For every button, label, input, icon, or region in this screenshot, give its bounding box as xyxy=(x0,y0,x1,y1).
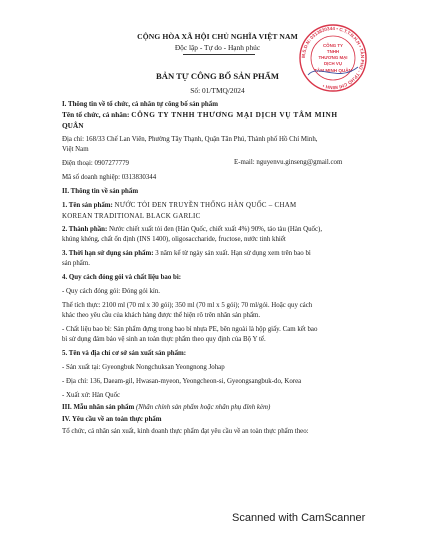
product-name-label: 1. Tên sản phẩm: xyxy=(62,202,113,209)
stamp-line-2: TNHH xyxy=(326,49,340,54)
product-name-value-cont: KOREAN TRADITIONAL BLACK GARLIC xyxy=(62,213,201,220)
section3-note: (Nhãn chính sản phẩm hoặc nhãn phụ đính kèm) xyxy=(135,404,271,411)
shelf-life-value: 3 năm kể từ ngày sản xuất. Hạn sử dụng xem trên bao bì xyxy=(155,250,311,257)
section1-heading: I. Thông tin về tổ chức, cá nhân tự công bố sản phẩm xyxy=(62,101,218,108)
address-line-1: Địa chỉ: 168/33 Chế Lan Viên, Phường Tây Thạnh, Quận Tân Phú, Thành phố Hồ Chí Minh, xyxy=(62,136,318,143)
org-name-label: Tên tổ chức, cá nhân: xyxy=(62,110,130,119)
section2-heading: II. Thông tin về sản phẩm xyxy=(62,188,139,195)
shelf-life-line xyxy=(62,249,311,258)
phone-line: Điện thoại: 0907277779 xyxy=(62,160,129,167)
stamp-ring-text: M.S.D.N: 0313830344 • C.T.T.N.H.H • TÂN PHÚ - TP.HỒ CHÍ MINH • xyxy=(300,25,366,91)
packaging-line-5: bì sử dụng đảm bảo vệ sinh an toàn thực phẩm theo quy định của Bộ Y tế. xyxy=(62,336,266,343)
national-motto: Độc lập - Tự do - Hạnh phúc xyxy=(174,43,261,52)
section4-line-1: Tổ chức, cá nhân sản xuất, kinh doanh thực phẩm đạt yêu cầu về an toàn thực phẩm theo: xyxy=(62,428,309,435)
section3-heading: III. Mẫu nhãn sản phẩm xyxy=(62,404,135,411)
stamp-line-1: CÔNG TY xyxy=(322,43,344,48)
shelf-life-value-cont: sản phẩm. xyxy=(62,260,90,267)
org-name-line xyxy=(62,110,338,119)
header-underline xyxy=(183,54,255,55)
stamp-line-3: THƯƠNG MẠI xyxy=(318,55,348,60)
document-title: BẢN TỰ CÔNG BỐ SẢN PHẨM xyxy=(156,71,279,81)
section4-heading: IV. Yêu cầu về an toàn thực phẩm xyxy=(62,416,162,423)
product-name-value: NƯỚC TỎI ĐEN TRUYỀN THỐNG HÀN QUỐC – CHAM xyxy=(114,202,297,209)
packaging-line-4: - Chất liệu bao bì: Sản phẩm đựng trong bao bì nhựa PE, bên ngoài là hộp giấy. Cam kết bao xyxy=(62,326,318,333)
manufacturer-line-2: - Địa chỉ: 136, Daeam-gil, Hwasan-myeon, Yeongcheon-si, Gyeongsangbuk-do, Korea xyxy=(62,378,302,385)
packaging-line-2: Thể tích thực: 2100 ml (70 ml x 30 gói); 350 ml (70 ml x 5 gói); 70 ml/gói. Hoặc quy cách xyxy=(62,302,313,309)
stamp-line-4: DỊCH VỤ xyxy=(323,61,343,66)
tax-code-line: Mã số doanh nghiệp: 0313830344 xyxy=(62,174,157,181)
ingredients-value-cont: khúng khéng, chất ổn định (INS 1400), oligosaccharide, fructose, nước tinh khiết xyxy=(62,236,286,243)
manufacturer-heading: 5. Tên và địa chỉ cơ sở sản xuất sản phẩm: xyxy=(62,350,187,357)
ingredients-value: Nước chiết xuất tỏi đen (Hàn Quốc, chiết xuất 4%) 90%, táo tàu (Hàn Quốc), xyxy=(109,226,323,233)
company-stamp xyxy=(298,23,368,93)
packaging-line-1: - Quy cách đóng gói: Đóng gói kín. xyxy=(62,288,160,295)
stamp-line-5: TÂM MINH QUÂN xyxy=(314,68,352,73)
national-header: CỘNG HÒA XÃ HỘI CHỦ NGHĨA VIỆT NAM xyxy=(137,32,298,41)
address-line-2: Việt Nam xyxy=(62,146,89,153)
org-name-value: CÔNG TY TNHH THƯƠNG MẠI DỊCH VỤ TÂM MINH xyxy=(131,110,338,119)
scanner-watermark: Scanned with CamScanner xyxy=(232,512,366,524)
packaging-heading: 4. Quy cách đóng gói và chất liệu bao bì: xyxy=(62,274,182,281)
packaging-line-3: khác theo yêu cầu của khách hàng được thể hiện rõ trên nhãn sản phẩm. xyxy=(62,312,261,319)
ingredients-label: 2. Thành phần: xyxy=(62,226,108,233)
ingredients-line xyxy=(62,225,322,234)
manufacturer-line-1: - Sản xuất tại: Gyeongbuk Nongchuksan Yeongnong Johap xyxy=(62,364,225,371)
manufacturer-line-3: - Xuất xứ: Hàn Quốc xyxy=(62,392,121,399)
product-name-line xyxy=(62,201,296,210)
org-name-value-cont: QUÂN xyxy=(62,121,84,130)
document-number: Số: 01/TMQ/2024 xyxy=(190,86,245,95)
shelf-life-label: 3. Thời hạn sử dụng sản phẩm: xyxy=(62,250,154,257)
section3-line xyxy=(62,403,270,412)
email-line: E-mail: nguyenvu.ginseng@gmail.com xyxy=(234,159,343,166)
